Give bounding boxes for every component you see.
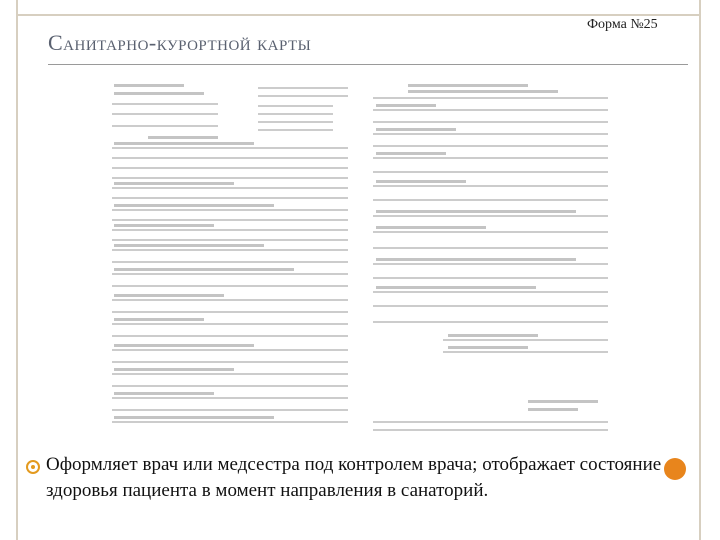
- document-scan-image: [108, 78, 616, 438]
- slide-frame-top: [16, 14, 701, 16]
- slide-title: Санитарно-курортной карты: [48, 30, 312, 55]
- bullet-icon: [26, 460, 40, 474]
- document-scan-drawing: [108, 78, 616, 438]
- decorative-dot-icon: [664, 458, 686, 480]
- slide-frame-right: [699, 0, 701, 540]
- form-number: Форма №25: [587, 17, 658, 32]
- title-divider: [48, 64, 688, 65]
- slide-body-text: Оформляет врач или медсестра под контролем врача; отображает состояние здоровья пациента в момент направления в санаторий.: [46, 454, 662, 501]
- slide-frame-left: [16, 0, 18, 540]
